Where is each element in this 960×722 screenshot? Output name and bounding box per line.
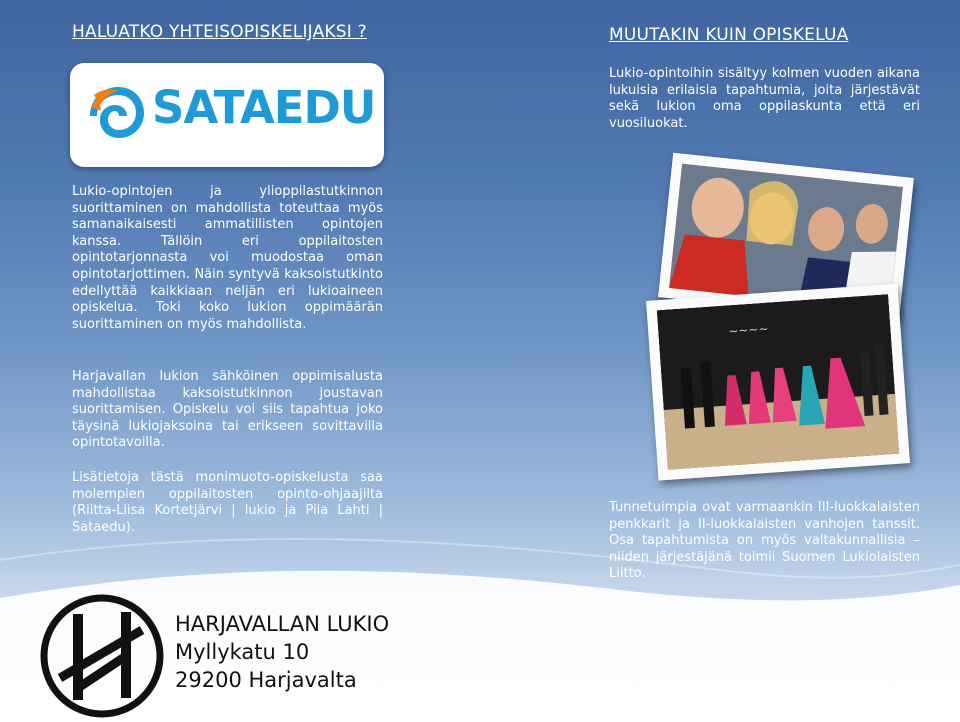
left-paragraph-3: Lisätietoja tästä monimuoto-opiskelusta saa molempien oppilaitosten opinto-ohjaajilta (Riitta-Liisa Kortetjärvi | lukio ja Piia Lahti | Sataedu).: [72, 470, 383, 535]
school-address: [175, 610, 389, 694]
sataedu-swirl-icon: [88, 83, 148, 143]
school-city: 29200 Harjavalta: [175, 668, 357, 692]
photo-dance: [646, 283, 910, 480]
right-paragraph-1: Lukio-opintoihin sisältyy kolmen vuoden aikana lukuisia erilaisia tapahtumia, joita järjestävät sekä lukion oma oppilaskunta että eri vuosiluokat.: [609, 66, 920, 131]
svg-text:~~~~: ~~~~: [727, 321, 769, 339]
sataedu-logo-text: SATAEDU: [152, 81, 376, 134]
school-name: HARJAVALLAN LUKIO: [175, 612, 390, 636]
right-paragraph-2: Tunnetuimpia ovat varmaankin III-luokkalaisten penkkarit ja II-luokkalaisten vanhojen tanssit. Osa tapahtumista on myös valtakunnallisia – niiden järjestäjänä toimii Suomen Lukiolaisten Liitto.: [609, 500, 920, 582]
left-paragraph-2: Harjavallan lukion sähköinen oppimisalusta mahdollistaa kaksoistutkinnon joustavan suorittamisen. Opiskelu voi siis tapahtua joko täysinä lukiojaksoina tai erikseen sovittavilla opintotavoilla.: [72, 369, 383, 451]
harjavalta-lukio-emblem-icon: [38, 592, 166, 720]
school-street: Myllykatu 10: [175, 640, 310, 664]
photo-dance-image: [657, 294, 900, 470]
left-paragraph-1: Lukio-opintojen ja ylioppilastutkinnon suorittaminen on mahdollista toteuttaa myös samanaikaisesti ammatillisten opintojen kanssa. Tällöin eri oppilaitosten opintotarjonnasta voi muodostaa oman opintotarjottimen. Näin syntyvä kaksoistutkinto edellyttää kaikkiaan neljän eri lukioaineen opiskelua. Toki koko lukion oppimäärän suorittaminen on myös mahdollista.: [72, 184, 383, 332]
right-heading: MUUTAKIN KUIN OPISKELUA: [609, 25, 849, 45]
sataedu-logo-card: [70, 63, 384, 167]
left-heading: HALUATKO YHTEISOPISKELIJAKSI ?: [72, 22, 367, 42]
